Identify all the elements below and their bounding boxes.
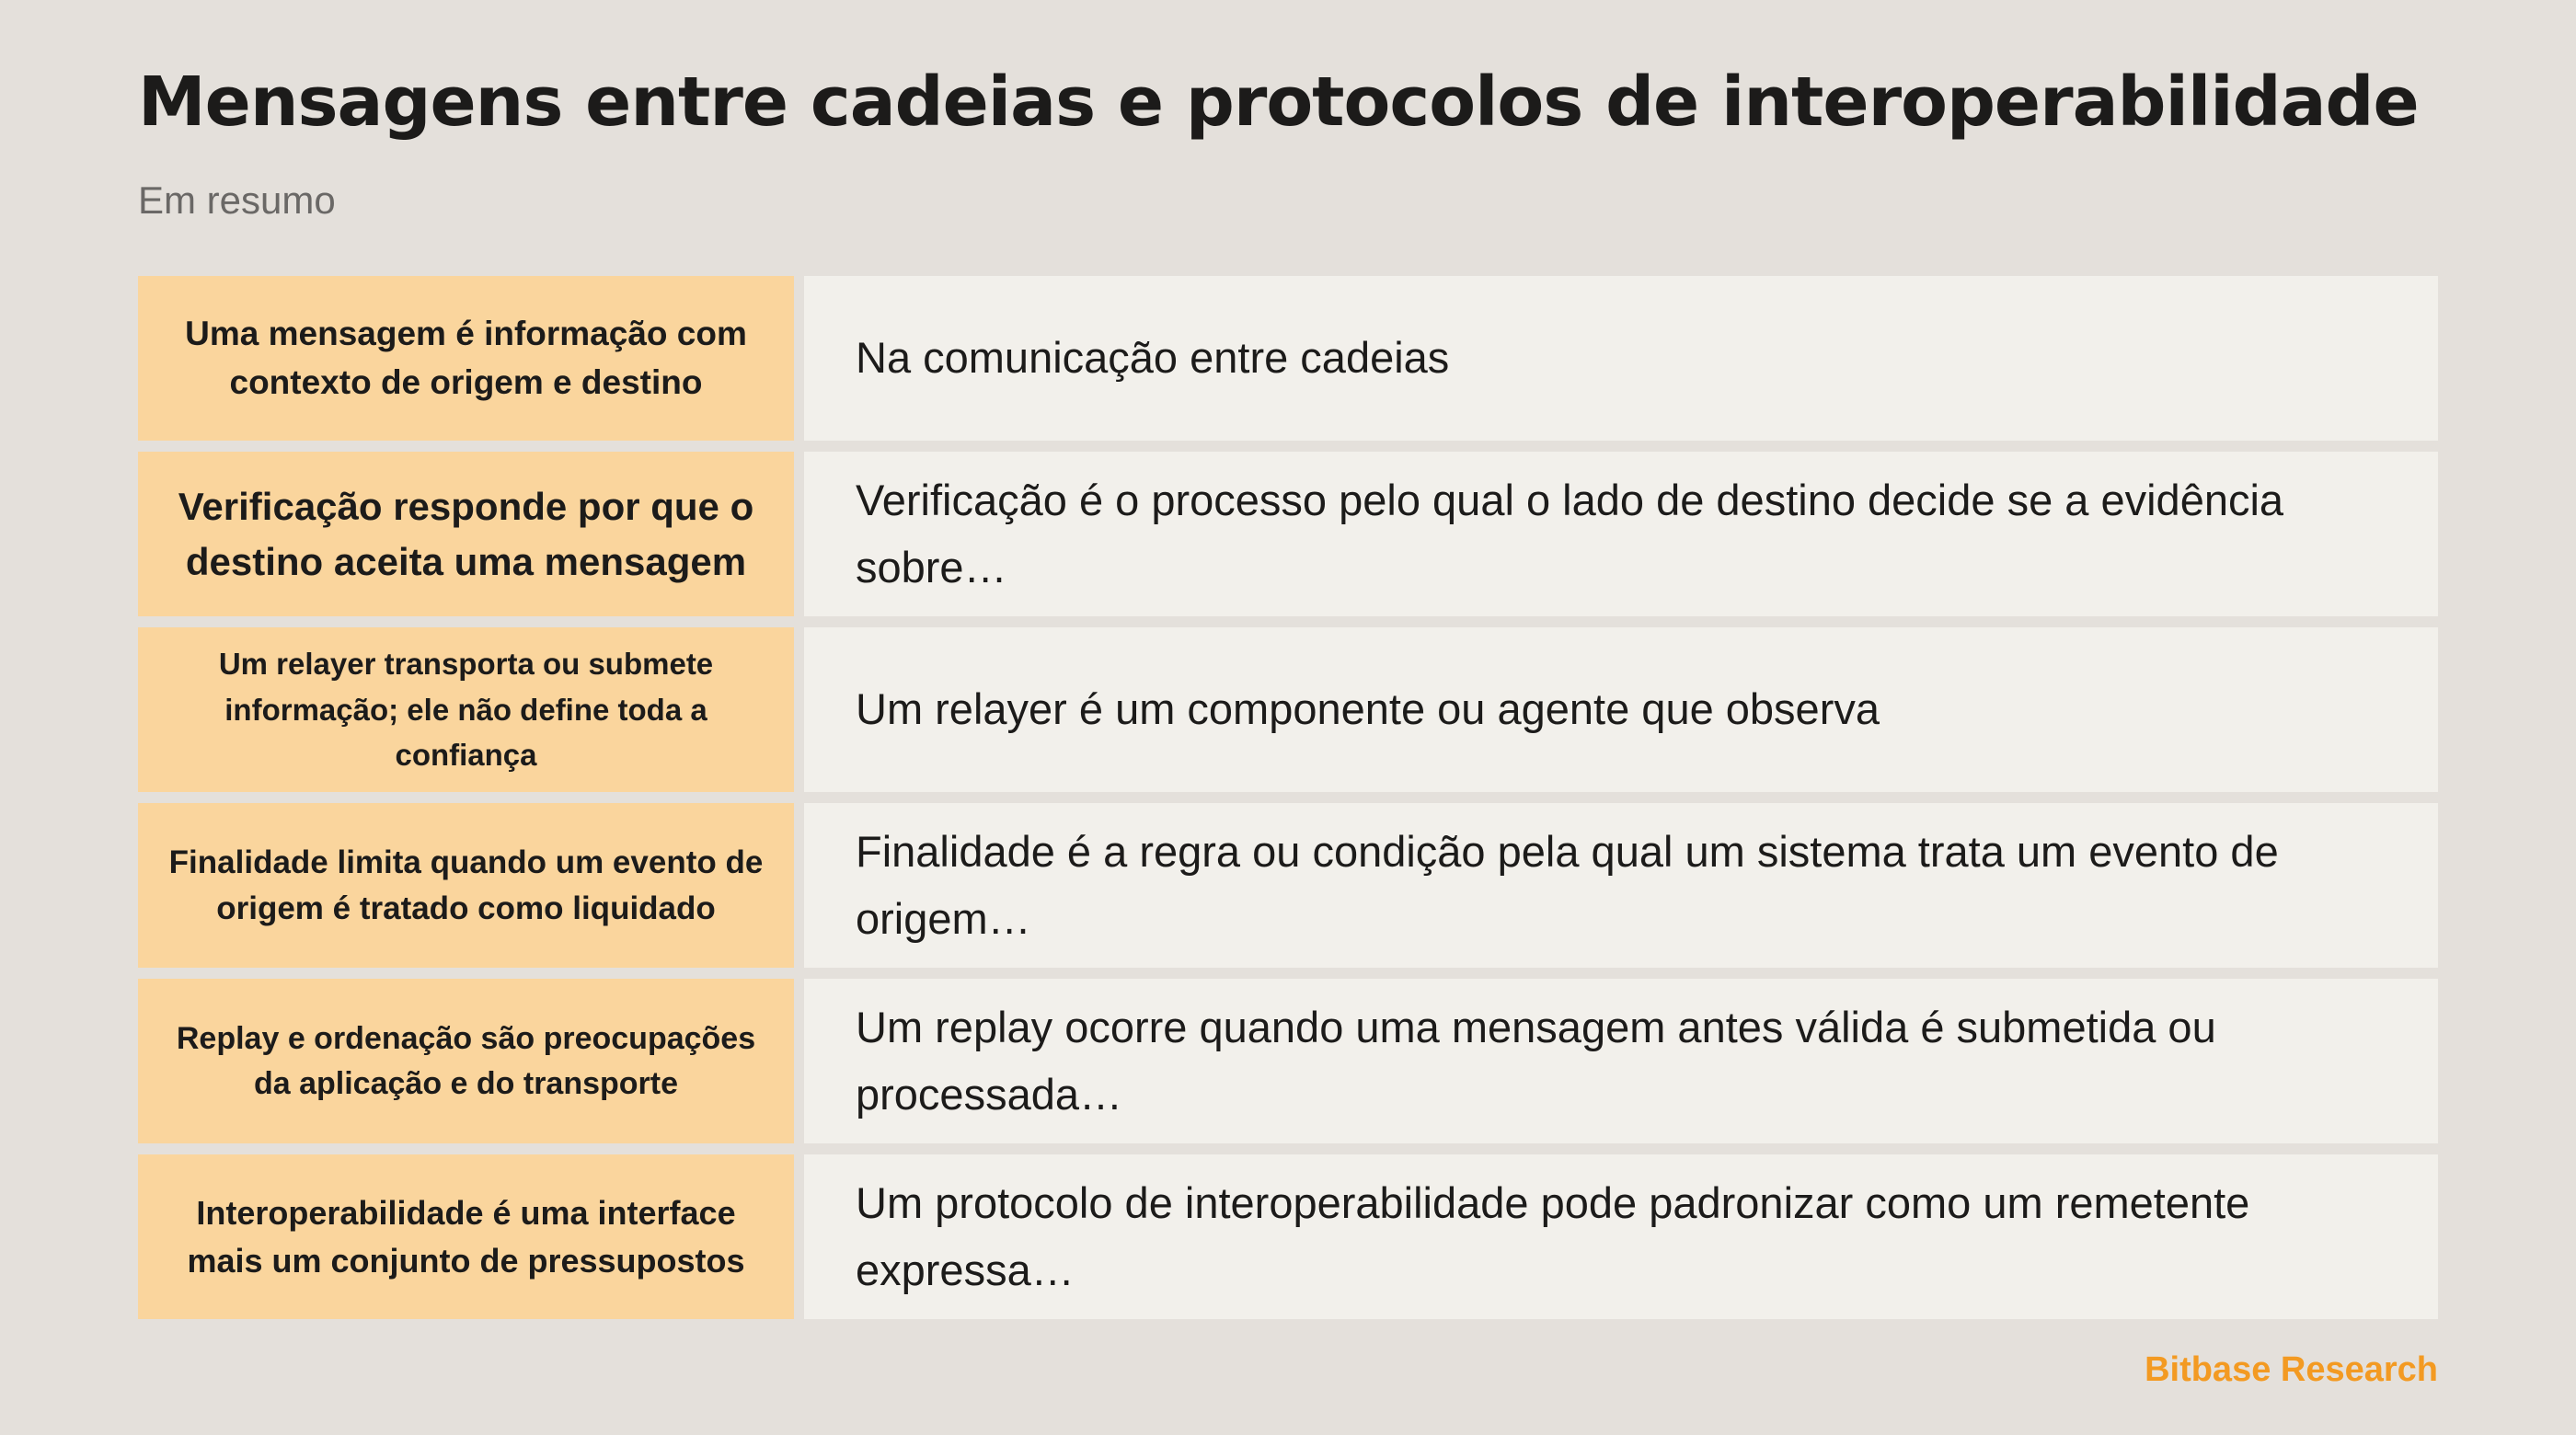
table-row [138, 1154, 2438, 1319]
row-value: Um replay ocorre quando uma mensagem antes válida é submetida ou processada… [804, 979, 2438, 1143]
table-row [138, 276, 2438, 441]
page-subtitle: Em resumo [138, 178, 336, 222]
row-value: Finalidade é a regra ou condição pela qual um sistema trata um evento de origem… [804, 803, 2438, 968]
row-value: Na comunicação entre cadeias [804, 276, 2438, 441]
row-value: Um protocolo de interoperabilidade pode padronizar como um remetente expressa… [804, 1154, 2438, 1319]
table-row [138, 627, 2438, 792]
page-title: Mensagens entre cadeias e protocolos de interoperabilidade [138, 63, 2419, 142]
row-value: Um relayer é um componente ou agente que observa [804, 627, 2438, 792]
summary-table [138, 276, 2438, 1330]
table-row [138, 979, 2438, 1143]
table-row [138, 803, 2438, 968]
row-value: Verificação é o processo pelo qual o lado de destino decide se a evidência sobre… [804, 452, 2438, 616]
row-key: Um relayer transporta ou submete informação; ele não define toda a confiança [138, 627, 794, 792]
row-key: Finalidade limita quando um evento de origem é tratado como liquidado [138, 803, 794, 968]
row-key: Uma mensagem é informação com contexto de origem e destino [138, 276, 794, 441]
brand-footer: Bitbase Research [2145, 1350, 2438, 1389]
row-key: Verificação responde por que o destino aceita uma mensagem [138, 452, 794, 616]
row-key: Interoperabilidade é uma interface mais um conjunto de pressupostos [138, 1154, 794, 1319]
row-key: Replay e ordenação são preocupações da aplicação e do transporte [138, 979, 794, 1143]
slide [138, 0, 2438, 1435]
table-row [138, 452, 2438, 616]
